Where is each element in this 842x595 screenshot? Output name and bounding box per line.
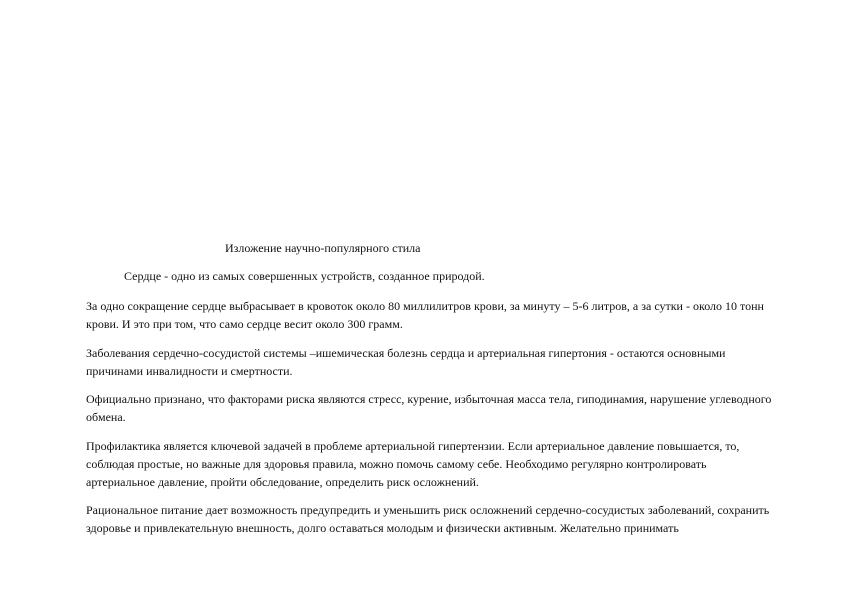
document-title: Изложение научно-популярного стила <box>225 241 421 255</box>
document-subtitle: Сердце - одно из самых совершенных устройств, созданное природой. <box>124 269 485 283</box>
paragraph-cardiovascular-diseases: Заболевания сердечно-сосудистой системы –ишемическая болезнь сердца и артериальная гипертония - остаются основными причинами инвалидности и смертности. <box>86 346 726 378</box>
paragraph-prevention: Профилактика является ключевой задачей в проблеме артериальной гипертензии. Если артериальное давление повышается, то, соблюдая простые, но важные для здоровья правила, можно помочь самому себе. Необходимо регулярно контролировать артериальное давление, пройти обследование, определить риск осложнений. <box>86 439 740 489</box>
paragraph-heart-output: За одно сокращение сердце выбрасывает в кровоток около 80 миллилитров крови, за минуту – 5-6 литров, а за сутки - около 10 тонн крови. И это при том, что само сердце весит около 300 грамм. <box>86 299 764 331</box>
paragraph-risk-factors: Официально признано, что факторами риска являются стресс, курение, избыточная масса тела, гиподинамия, нарушение углеводного обмена. <box>86 392 772 424</box>
paragraph-nutrition: Рациональное питание дает возможность предупредить и уменьшить риск осложнений сердечно-сосудистых заболеваний, сохранить здоровье и привлекательную внешность, долго оставаться молодым и физически активным. Желательно принимать <box>86 503 770 535</box>
